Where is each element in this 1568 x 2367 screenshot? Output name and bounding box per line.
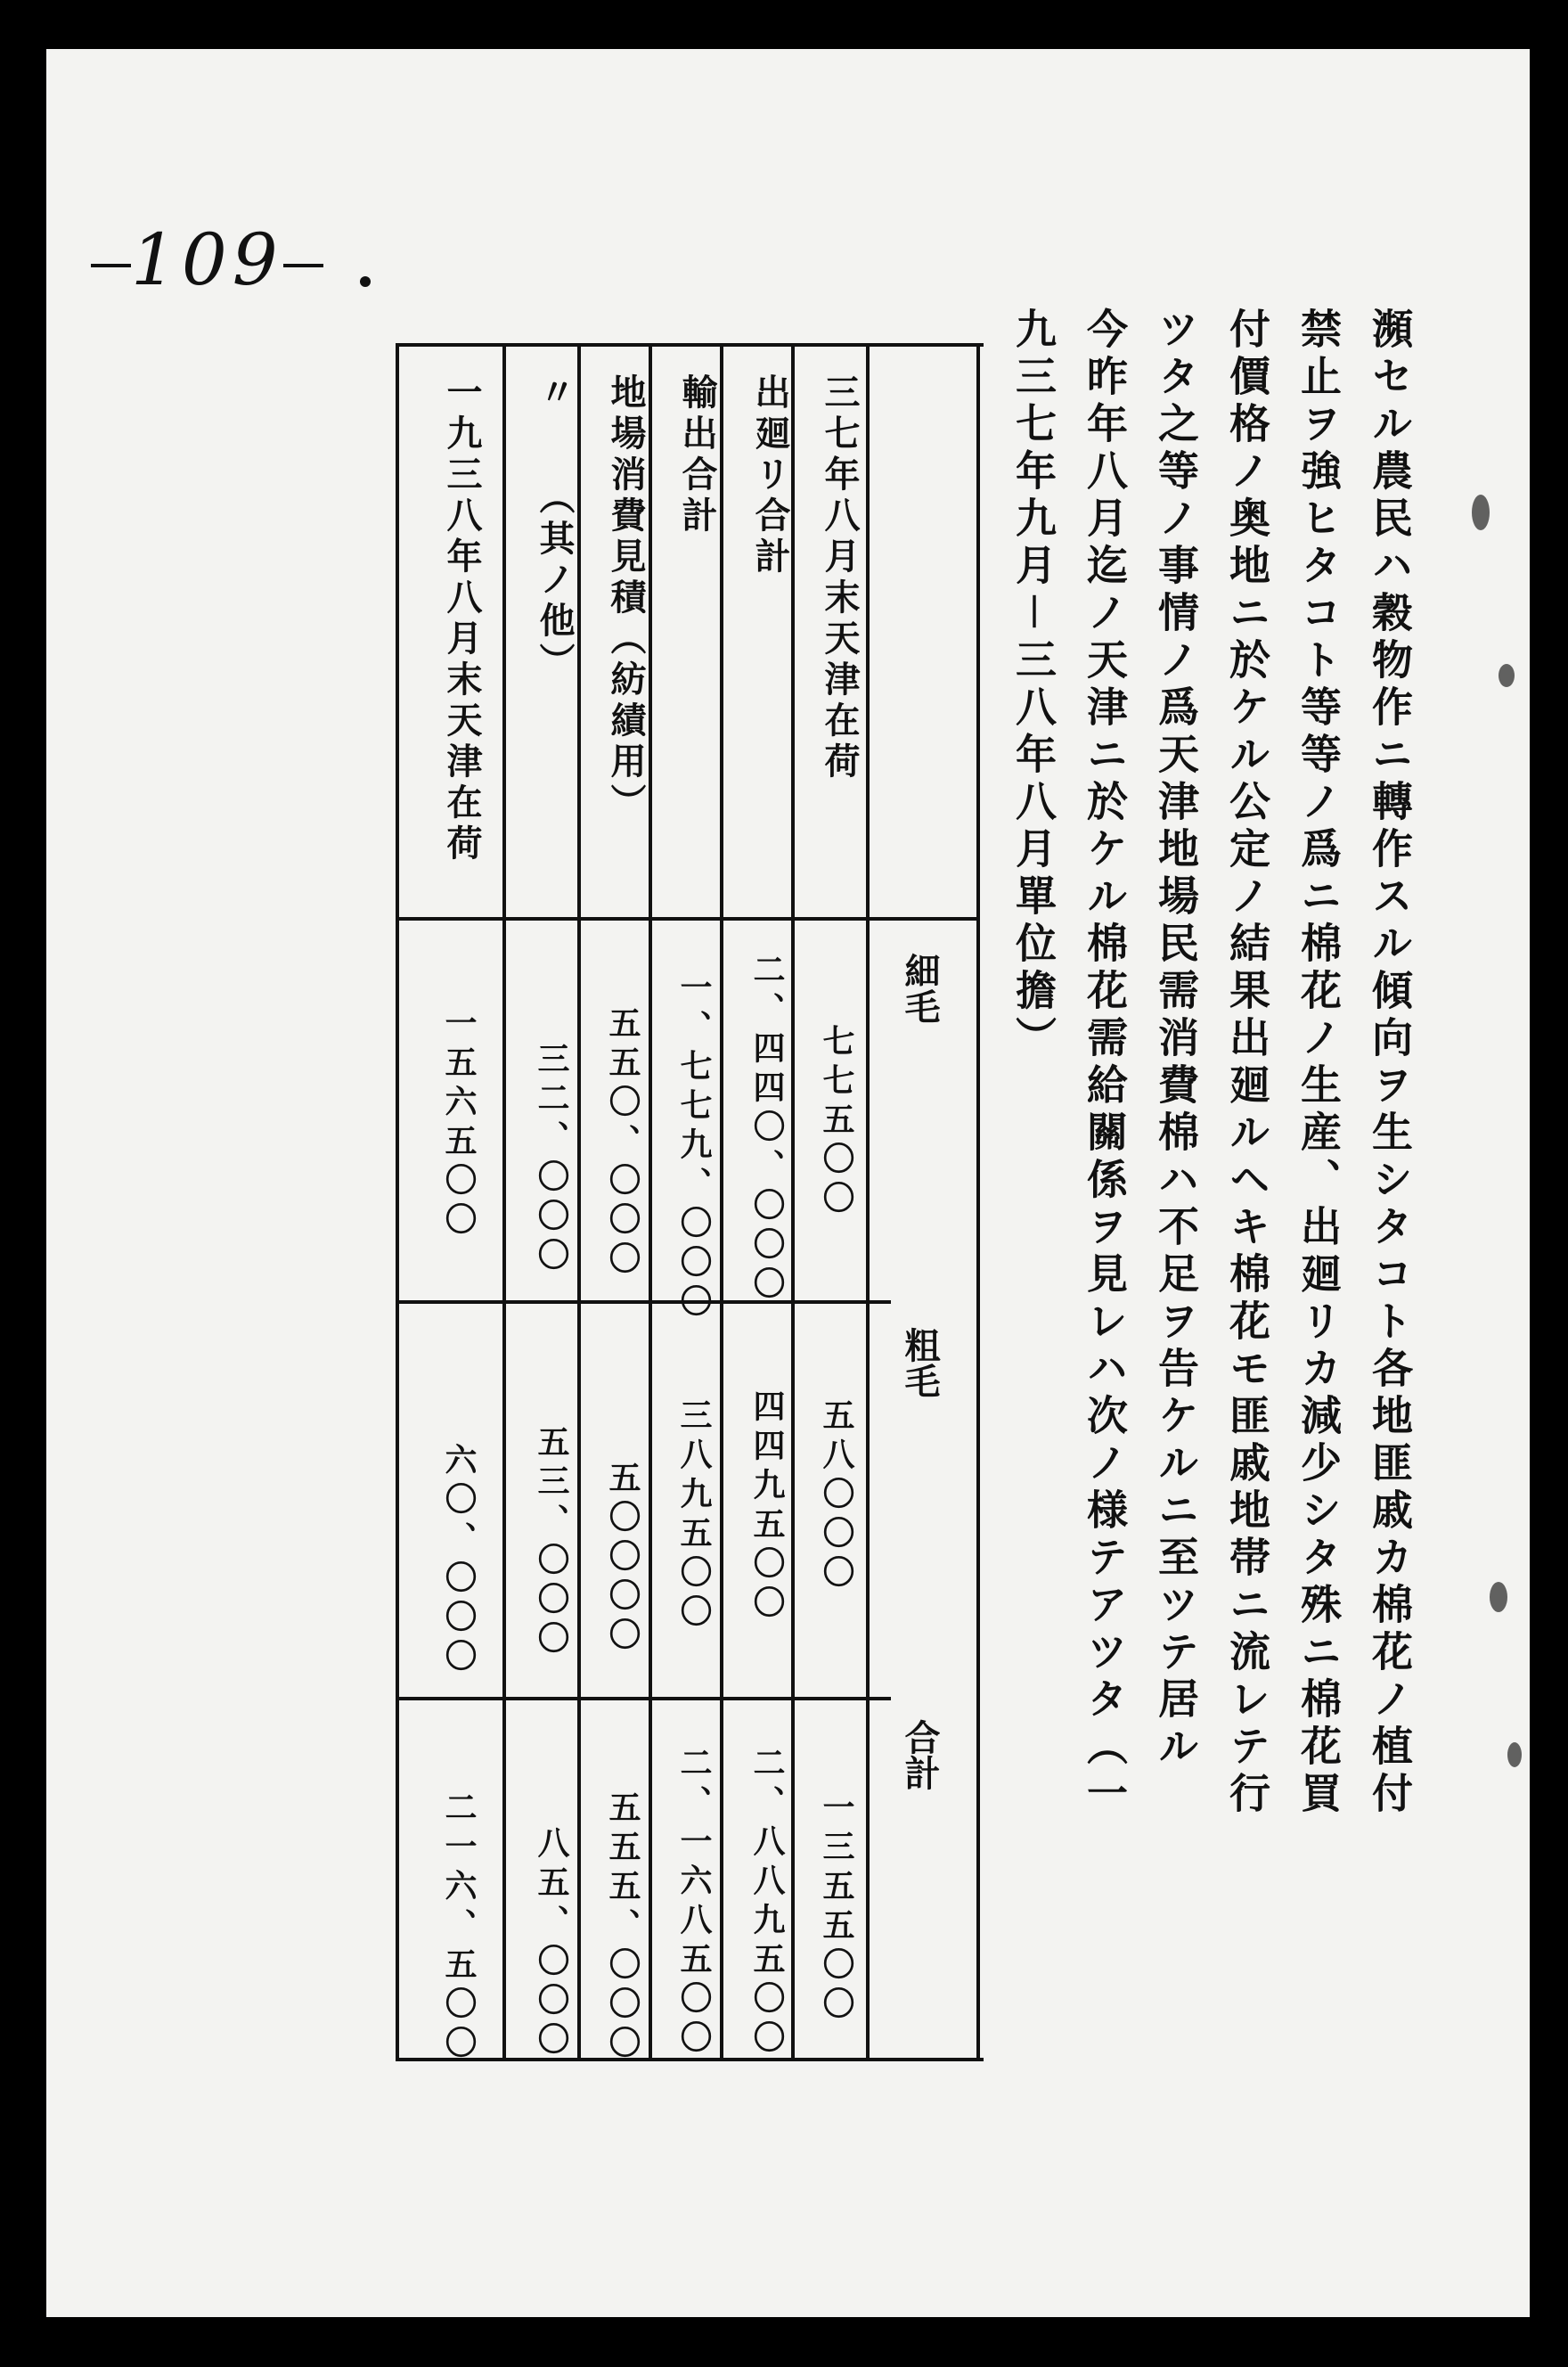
body-line-2: 禁止ヲ強ヒタコト等等ノ爲ニ棉花ノ生産、出廻リカ減少シタ殊ニ棉花買 <box>1294 307 1343 1819</box>
row5-total: 八五、〇〇〇 <box>533 1826 570 2061</box>
row-label-5: 〃 （其ノ他） <box>534 373 576 684</box>
col-header-fine: 細毛 <box>899 953 941 1024</box>
ink-stain <box>1507 1742 1522 1767</box>
body-line-1: 瀕セル農民ハ穀物作ニ轉作スル傾向ヲ生シタコト各地匪戚カ棉花ノ植付 <box>1366 307 1414 1819</box>
row1-coarse: 五八〇〇〇 <box>818 1398 855 1594</box>
col-header-total: 合計 <box>899 1719 941 1790</box>
document-page <box>46 49 1530 2317</box>
ink-stain <box>1499 664 1515 687</box>
ink-stain <box>1490 1582 1507 1612</box>
body-line-4: ツタ之等ノ事情ノ爲天津地場民需消費棉ハ不足ヲ告ケルニ至ツテ居ル <box>1152 307 1200 1772</box>
row4-total: 五五五、〇〇〇 <box>604 1790 641 2065</box>
row2-coarse: 四四九五〇〇 <box>748 1389 786 1625</box>
row3-coarse: 三八九五〇〇 <box>675 1398 713 1634</box>
row-label-4: 地場消費見積（紡績用） <box>605 373 647 824</box>
row-label-3: 輸出合計 <box>676 373 718 537</box>
row-label-1: 三七年八月末天津在荷 <box>819 373 861 783</box>
row1-fine: 七七五〇〇 <box>818 1024 855 1220</box>
page-number: 109 <box>91 218 323 301</box>
ink-dot <box>360 276 371 287</box>
row5-fine: 三二、〇〇〇 <box>533 1042 570 1277</box>
body-line-6: 九三七年九月－三八年八月單位擔） <box>1009 307 1058 1063</box>
row6-coarse: 六〇、〇〇〇 <box>440 1443 478 1678</box>
row6-fine: 一五六五〇〇 <box>440 1006 478 1241</box>
row4-coarse: 五〇〇〇〇 <box>604 1461 641 1657</box>
cotton-supply-table <box>396 343 984 2065</box>
row-label-6: 一九三八年八月末天津在荷 <box>441 373 483 865</box>
body-line-5: 今昨年八月迄ノ天津ニ於ケル棉花需給關係ヲ見レハ次ノ様テアツタ（一 <box>1081 307 1129 1819</box>
row-label-2: 出廻リ合計 <box>749 373 791 578</box>
row3-fine: 一、七七九、〇〇〇 <box>675 971 713 1323</box>
row5-coarse: 五三、〇〇〇 <box>533 1425 570 1660</box>
row4-fine: 五五〇、〇〇〇 <box>604 1006 641 1281</box>
row2-total: 二、八八九五〇〇 <box>748 1746 786 2060</box>
row2-fine: 二、四四〇、〇〇〇 <box>748 953 786 1306</box>
row1-total: 一三五五〇〇 <box>818 1790 855 2026</box>
row3-total: 二、一六八五〇〇 <box>675 1746 713 2060</box>
body-line-3: 付價格ノ奥地ニ於ケル公定ノ結果出廻ルヘキ棉花モ匪戚地帯ニ流レテ行 <box>1223 307 1271 1819</box>
row6-total: 二一六、五〇〇 <box>440 1790 478 2065</box>
col-header-coarse: 粗毛 <box>899 1327 941 1398</box>
ink-stain <box>1472 495 1490 530</box>
